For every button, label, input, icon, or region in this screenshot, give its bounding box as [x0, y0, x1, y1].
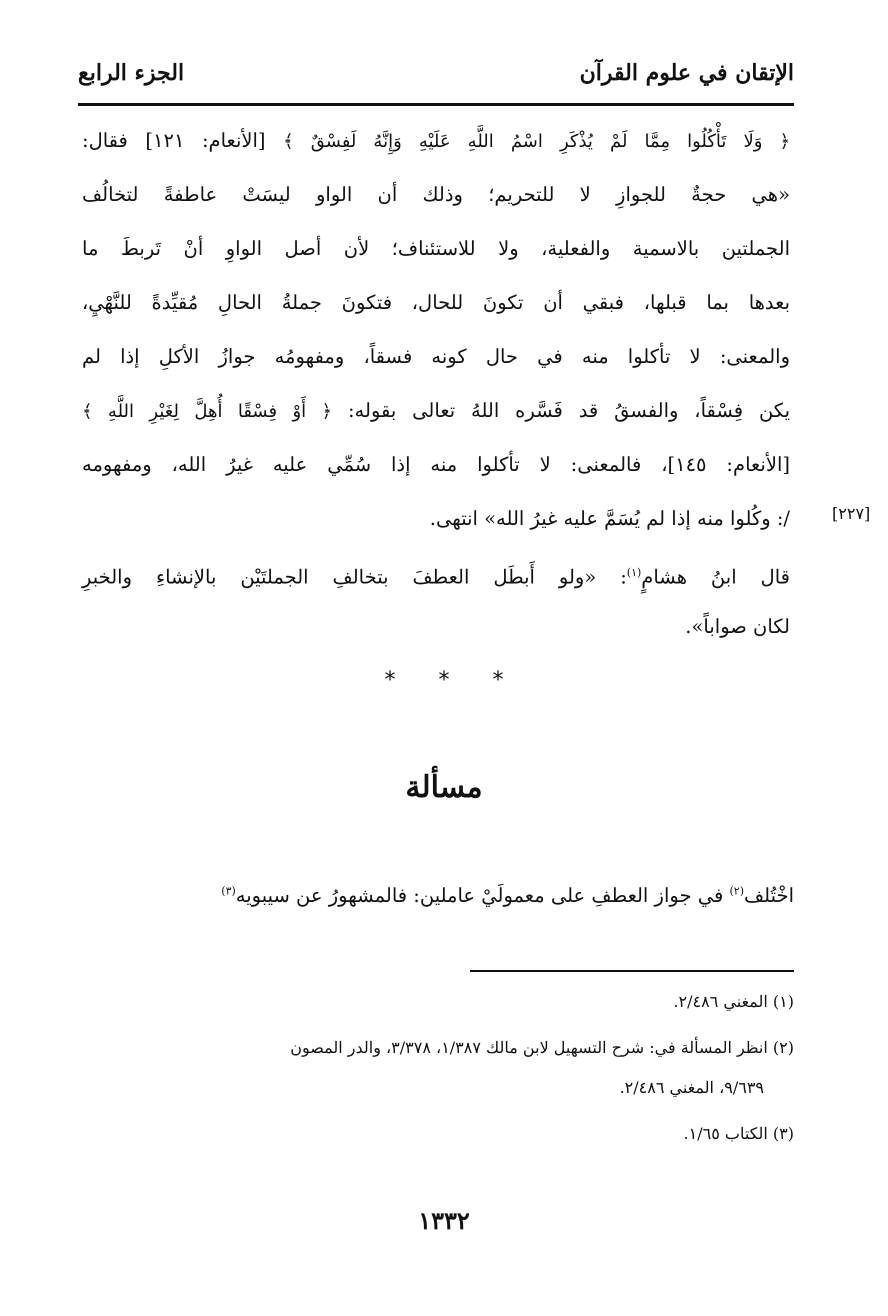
text-span: يكن فِسْقاً، والفسقُ قد فَسَّره اللهُ تعالى بقوله:: [347, 399, 790, 422]
text-line: والمعنى: لا تأكلوا منه في حال كونه فسقاً، ومفهومُه جوازُ الأكلِ إذا لم: [82, 345, 790, 368]
asterisk: *: [438, 668, 450, 693]
text-span: قال ابنُ هشامٍ: [641, 565, 790, 589]
text-span: اخْتُلف: [744, 884, 794, 907]
footnote-2: (٢) انظر المسألة في: شرح التسهيل لابن مالك ١/٣٨٧، ٣/٣٧٨، والدر المصون: [290, 1038, 794, 1057]
footnote-ref: (٢): [729, 884, 744, 898]
header-rule: [78, 103, 794, 106]
section-heading: مسألة: [405, 770, 483, 805]
footnote-ref: (٣): [221, 884, 236, 898]
footnote-3: (٣) الكتاب ١/٦٥.: [683, 1124, 794, 1143]
footnote-2-continuation: ٩/٦٣٩، المغني ٢/٤٨٦.: [619, 1078, 764, 1097]
text-span: [الأنعام: ١٢١] فقال:: [82, 129, 266, 152]
text-line: [82, 114, 790, 168]
page-number: ١٣٣٢: [418, 1206, 470, 1235]
asterisk: *: [492, 668, 504, 693]
margin-page-marker: [٢٢٧]: [832, 504, 871, 523]
running-header: [78, 52, 794, 100]
footnote-1: (١) المغني ٢/٤٨٦.: [673, 992, 794, 1011]
text-line: [82, 546, 790, 600]
quran-verse: ﴿ أَوْ فِسْقًا أُهِلَّ لِغَيْرِ اللَّهِ ﴾: [82, 401, 333, 422]
footnote-rule: [470, 970, 794, 972]
asterisk: *: [384, 668, 396, 693]
quran-verse: ﴿ وَلَا تَأْكُلُوا مِمَّا لَمْ يُذْكَرِ اسْمُ اللَّهِ عَلَيْهِ وَإِنَّهُ لَفِسْقٌ ﴾: [283, 131, 791, 152]
part-label: الجزء الرابع: [78, 60, 185, 86]
paragraph-2: [82, 546, 790, 654]
text-line: لكان صواباً».: [685, 615, 790, 638]
text-span: في جواز العطفِ على معمولَيْ عاملين: فالمشهورُ عن سيبويه: [235, 884, 724, 907]
book-title: الإتقان في علوم القرآن: [579, 60, 794, 86]
paragraph-1: [82, 114, 790, 546]
text-line: [الأنعام: ١٤٥]، فالمعنى: لا تأكلوا منه إذا سُمِّي عليه غيرُ الله، ومفهومه: [82, 453, 790, 476]
text-line: بعدها بما قبلها، فبقي أن تكونَ للحال، فتكونَ جملةُ الحالِ مُقيِّدةً للنَّهْيِ،: [82, 291, 790, 314]
section-separator: [0, 668, 888, 693]
main-text-line: [82, 884, 794, 907]
text-line: «هي حجةٌ للجوازِ لا للتحريم؛ وذلك أن الواو ليسَتْ عاطفةً لتخالُف: [82, 183, 790, 206]
footnote-ref: (١): [626, 566, 642, 579]
text-line: الجملتين بالاسمية والفعلية، ولا للاستئناف؛ لأن أصل الواوِ أنْ تَربطَ ما: [82, 237, 790, 260]
text-span: : «ولو أَبطَل العطفَ بتخالفِ الجملتَيْن بالإنشاءِ والخبرِ: [82, 565, 627, 589]
text-line: /: وكُلوا منه إذا لم يُسَمَّ عليه غيرُ الله» انتهى.: [429, 507, 790, 530]
text-line: [82, 384, 790, 438]
